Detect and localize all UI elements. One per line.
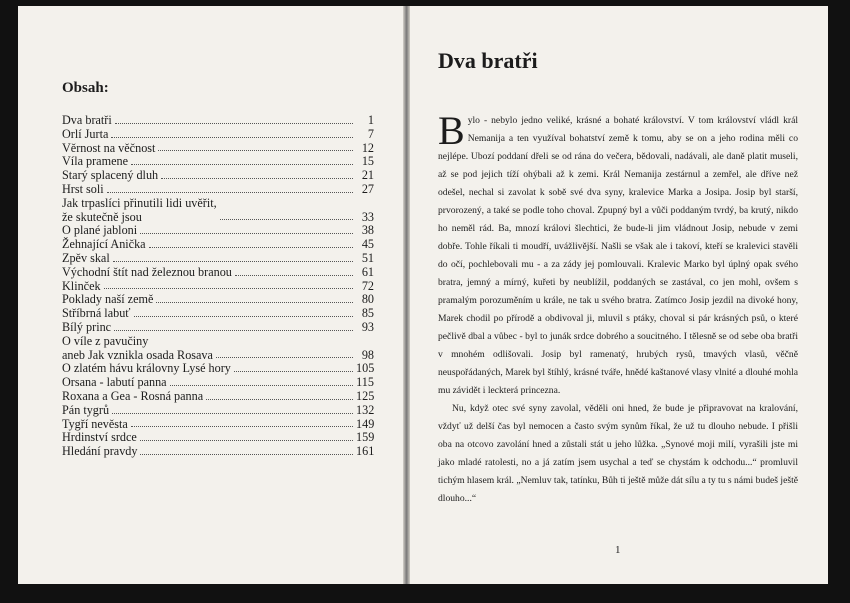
toc-entry xyxy=(62,142,374,156)
toc-entry-page: 45 xyxy=(361,237,374,252)
toc-entry-title: Dva bratři xyxy=(62,113,112,127)
toc-entry-page: 93 xyxy=(361,319,374,334)
toc-heading: Obsah: xyxy=(62,80,109,96)
toc-entry-page: 98 xyxy=(361,347,374,362)
page-number: 1 xyxy=(615,544,621,556)
story-title: Dva bratři xyxy=(438,48,538,73)
toc-entry xyxy=(62,321,374,335)
toc-leader-dots xyxy=(104,288,353,289)
toc-entry-title: Pán tygrů xyxy=(62,402,110,417)
toc-entry-title: Starý splacený dluh xyxy=(62,168,159,183)
toc-entry xyxy=(62,404,374,418)
toc-leader-dots xyxy=(170,385,353,386)
toc-entry-page: 7 xyxy=(367,126,374,141)
toc-entry-title: Věrnost na věčnost xyxy=(62,140,156,155)
table-of-contents xyxy=(62,114,374,459)
toc-entry-title: Bílý princ xyxy=(62,319,112,334)
toc-entry-page: 1 xyxy=(367,113,374,127)
toc-entry xyxy=(62,362,374,376)
toc-leader-dots xyxy=(107,192,353,193)
toc-entry xyxy=(62,266,374,280)
toc-leader-dots xyxy=(134,316,353,317)
toc-leader-dots xyxy=(140,440,353,441)
toc-entry-page: 149 xyxy=(356,416,375,431)
toc-entry-title: Zpěv skal xyxy=(62,250,110,265)
toc-entry xyxy=(62,224,374,238)
toc-entry xyxy=(62,155,374,169)
toc-entry-title: O víle z pavučiny aneb Jak vznikla osada Rosava xyxy=(62,333,213,362)
story-paragraph: Nu, když otec své syny zavolal, věděli oni hned, že bude je připravovat na kralování, vždyť už delší čas byl nemocen a často svým synům říkal, že už tu dlouho nebude. I přišli oba na otcovo zavolání hned a zůstali stát u jeho lůžka. „Synové moji milí, vyrašili jste mi jako mladé ratolesti, no a já zatím jsem usychal a teď se chystám k odchodu...“ promluvil tichým hlasem král. „Nemluv tak, tatínku, Bůh ti ještě může dát sílu a ty tu s námi budeš ještě dlouho...“ xyxy=(438,403,798,504)
toc-entry-page: 105 xyxy=(356,361,375,376)
toc-leader-dots xyxy=(235,275,353,276)
toc-entry-title: Hledání pravdy xyxy=(62,444,138,459)
toc-leader-dots xyxy=(158,150,353,151)
right-page xyxy=(410,6,828,584)
toc-leader-dots xyxy=(206,399,353,400)
toc-entry-title: Hrdinství srdce xyxy=(62,430,137,445)
toc-leader-dots xyxy=(216,357,353,358)
toc-leader-dots xyxy=(234,371,353,372)
toc-entry xyxy=(62,128,374,142)
toc-entry xyxy=(62,169,374,183)
toc-leader-dots xyxy=(112,413,353,414)
toc-entry xyxy=(62,252,374,266)
toc-entry xyxy=(62,431,374,445)
toc-entry-title: Jak trpaslíci přinutili lidi uvěřit, že skutečně jsou xyxy=(62,195,217,224)
toc-leader-dots xyxy=(131,164,353,165)
toc-entry-page: 80 xyxy=(361,292,374,307)
toc-entry-title: O plané jabloni xyxy=(62,223,138,238)
toc-entry xyxy=(62,197,374,225)
toc-entry-page: 21 xyxy=(361,168,374,183)
toc-leader-dots xyxy=(111,137,353,138)
toc-entry xyxy=(62,390,374,404)
toc-leader-dots xyxy=(140,454,353,455)
toc-entry-page: 125 xyxy=(356,388,375,403)
story-paragraph: Bylo - nebylo jedno veliké, krásné a bohaté království. V tom království vládl král Nemanija a ten využíval bohatství země k tomu, aby se on a jeho rodina měli co nejlépe. Ubozí poddaní dřeli se od rána do večera, bědovali, nadávali, ale daně platit museli, až se pod jejich tíží ohýbali až k zemi. Král Nemanija zestárnul a zemřel, ale dříve než odešel, nechal si zavolat k sobě své dva syny, kralevice Marka a Josipa. Josip byl starší, prvorozený, a také se podle toho choval. Zpupný byl a vůči poddaným tvrdý, ba krutý, nikdo ho neměl rád. Ba, mnozí královi šlechtici, že bude-li jim vládnout Josip, nebude v zemi dobře. Tohle říkali ti moudří, uvážlivější. Našli se však ale i takoví, kteří se kralevici stavěli do očí, pochlebovali mu - a za zády jej pomlouvali. Kralevic Marko byl úplný opak svého bratra, jemný a mírný, kuřeti by neublížil, poddaných se zastával, co jen mohl, ovšem s pramalým porozuměním u krále, ne tak u svého bratra. Zatímco Josip jezdil na divoké hony, Marek chodil po přírodě a obdivoval ji, mluvil s ptáky, choval si pár krásných psů, o které pečlivě dbal a vůbec - byl to junák srdce dobrého a soucitného. I tělesně se od sebe oba bratři v mnohém odlišovali. Josip byl ramenatý, hrubých rysů, tmavých vlasů, věčně neuspořádaných, Marek byl štíhlý, krásné tváře, hnědé kaštanové vlasy vlnité a dlouhé mohla mu závidět i leckterá princezna. xyxy=(438,108,798,396)
toc-entry-page: 51 xyxy=(361,250,374,265)
drop-cap: B xyxy=(438,108,465,153)
toc-leader-dots xyxy=(161,178,353,179)
toc-entry-title: Orsana - labutí panna xyxy=(62,375,167,390)
toc-entry-page: 38 xyxy=(361,223,374,238)
toc-entry xyxy=(62,293,374,307)
toc-entry-page: 61 xyxy=(361,264,374,279)
story-body xyxy=(438,108,798,508)
toc-leader-dots xyxy=(220,219,353,220)
toc-entry xyxy=(62,445,374,459)
toc-entry-page: 33 xyxy=(361,209,374,224)
toc-leader-dots xyxy=(114,330,353,331)
toc-leader-dots xyxy=(115,123,353,124)
book-gutter xyxy=(403,6,410,584)
toc-entry-page: 161 xyxy=(356,444,375,459)
toc-entry-title: Orlí Jurta xyxy=(62,126,109,141)
toc-entry-title: Víla pramene xyxy=(62,154,128,169)
toc-entry xyxy=(62,376,374,390)
toc-entry-page: 27 xyxy=(361,181,374,196)
toc-entry-title: Žehnající Anička xyxy=(62,237,146,252)
toc-leader-dots xyxy=(113,261,353,262)
toc-entry xyxy=(62,280,374,294)
toc-entry-page: 72 xyxy=(361,278,374,293)
toc-entry-page: 115 xyxy=(356,375,374,390)
toc-entry-title: Klinček xyxy=(62,278,101,293)
toc-entry xyxy=(62,114,374,128)
toc-entry-title: Hrst soli xyxy=(62,181,104,196)
toc-entry-page: 159 xyxy=(356,430,375,445)
toc-entry-page: 12 xyxy=(361,140,374,155)
toc-entry-page: 15 xyxy=(361,154,374,169)
toc-entry-title: Stříbrná labuť xyxy=(62,306,131,321)
toc-entry xyxy=(62,238,374,252)
toc-entry xyxy=(62,335,374,363)
toc-entry-title: Poklady naší země xyxy=(62,292,154,307)
toc-entry-title: Východní štít nad železnou branou xyxy=(62,264,232,279)
toc-entry-page: 85 xyxy=(361,306,374,321)
toc-leader-dots xyxy=(156,302,353,303)
toc-entry-title: Tygří nevěsta xyxy=(62,416,128,431)
toc-entry-title: O zlatém hávu královny Lysé hory xyxy=(62,361,231,376)
toc-entry-title: Roxana a Gea - Rosná panna xyxy=(62,388,204,403)
toc-leader-dots xyxy=(140,233,353,234)
toc-entry xyxy=(62,183,374,197)
toc-leader-dots xyxy=(131,426,353,427)
toc-entry xyxy=(62,418,374,432)
toc-entry-page: 132 xyxy=(356,402,375,417)
toc-entry xyxy=(62,307,374,321)
toc-leader-dots xyxy=(149,247,353,248)
left-page xyxy=(18,6,403,584)
